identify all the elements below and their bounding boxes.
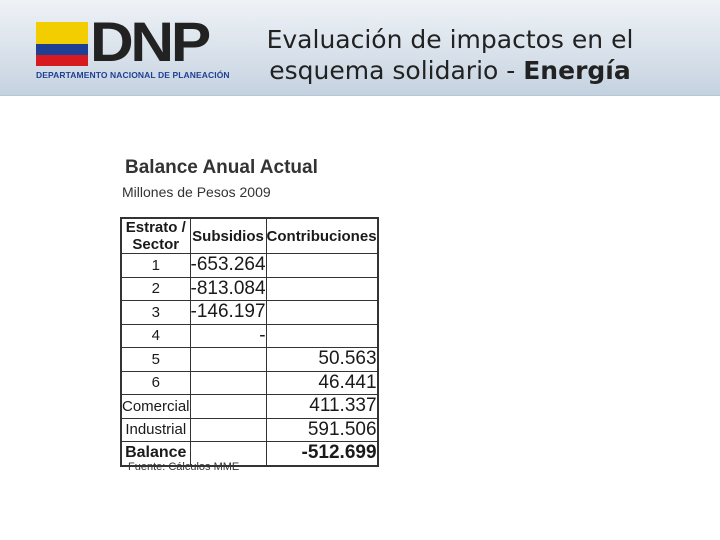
table-title: Balance Anual Actual	[125, 157, 318, 178]
balance-table	[120, 217, 379, 467]
category-cell: 3	[121, 301, 190, 325]
colombia-flag-icon	[36, 22, 88, 66]
title-highlight: Energía	[523, 56, 631, 85]
source-note	[128, 461, 239, 473]
category-cell: 4	[121, 324, 190, 348]
table-row	[121, 301, 378, 325]
source-label: Fuente	[128, 461, 163, 473]
table-row	[121, 395, 378, 419]
slide-title	[238, 24, 662, 86]
table-row	[121, 348, 378, 372]
subsidy-cell	[190, 348, 266, 372]
category-cell: 2	[121, 277, 190, 301]
logo-text: DNP	[90, 10, 208, 73]
category-cell: Industrial	[121, 418, 190, 442]
contribution-cell: 50.563	[266, 348, 378, 372]
subsidy-cell	[190, 395, 266, 419]
slide-header	[0, 0, 720, 96]
balance-value: -512.699	[266, 442, 378, 466]
dnp-logo	[36, 10, 230, 86]
source-text: : Cálculos MME	[162, 461, 240, 473]
contribution-cell: 46.441	[266, 371, 378, 395]
category-cell: Comercial	[121, 395, 190, 419]
subsidy-cell: -813.084	[190, 277, 266, 299]
subsidy-cell	[190, 371, 266, 395]
table-row	[121, 277, 378, 301]
contribution-cell	[266, 254, 378, 278]
subsidy-cell	[190, 418, 266, 442]
logo-subtitle: DEPARTAMENTO NACIONAL DE PLANEACIÓN	[36, 70, 230, 80]
subsidy-cell: -146.197	[190, 301, 266, 323]
table-header-row	[121, 218, 378, 254]
category-cell: 1	[121, 254, 190, 278]
category-cell: 6	[121, 371, 190, 395]
subsidy-cell: -653.264	[190, 254, 266, 276]
category-cell: 5	[121, 348, 190, 372]
contribution-cell	[266, 301, 378, 325]
column-header-subsidios: Subsidios	[190, 218, 266, 254]
title-line-1: Evaluación de impactos en el	[266, 25, 634, 54]
table-row	[121, 254, 378, 278]
column-header-estrato: Estrato / Sector	[121, 218, 190, 254]
subsidy-cell: -	[190, 324, 266, 348]
contribution-cell	[266, 277, 378, 301]
table-row	[121, 418, 378, 442]
units-label: Millones de Pesos 2009	[122, 184, 271, 200]
contribution-cell: 411.337	[266, 395, 378, 419]
title-line-2: esquema solidario - Energía	[269, 56, 631, 85]
balance-label: Balance	[121, 442, 190, 466]
column-header-contribuciones: Contribuciones	[266, 218, 378, 254]
table-row	[121, 371, 378, 395]
contribution-cell: 591.506	[266, 418, 378, 442]
table-row	[121, 324, 378, 348]
contribution-cell	[266, 324, 378, 348]
